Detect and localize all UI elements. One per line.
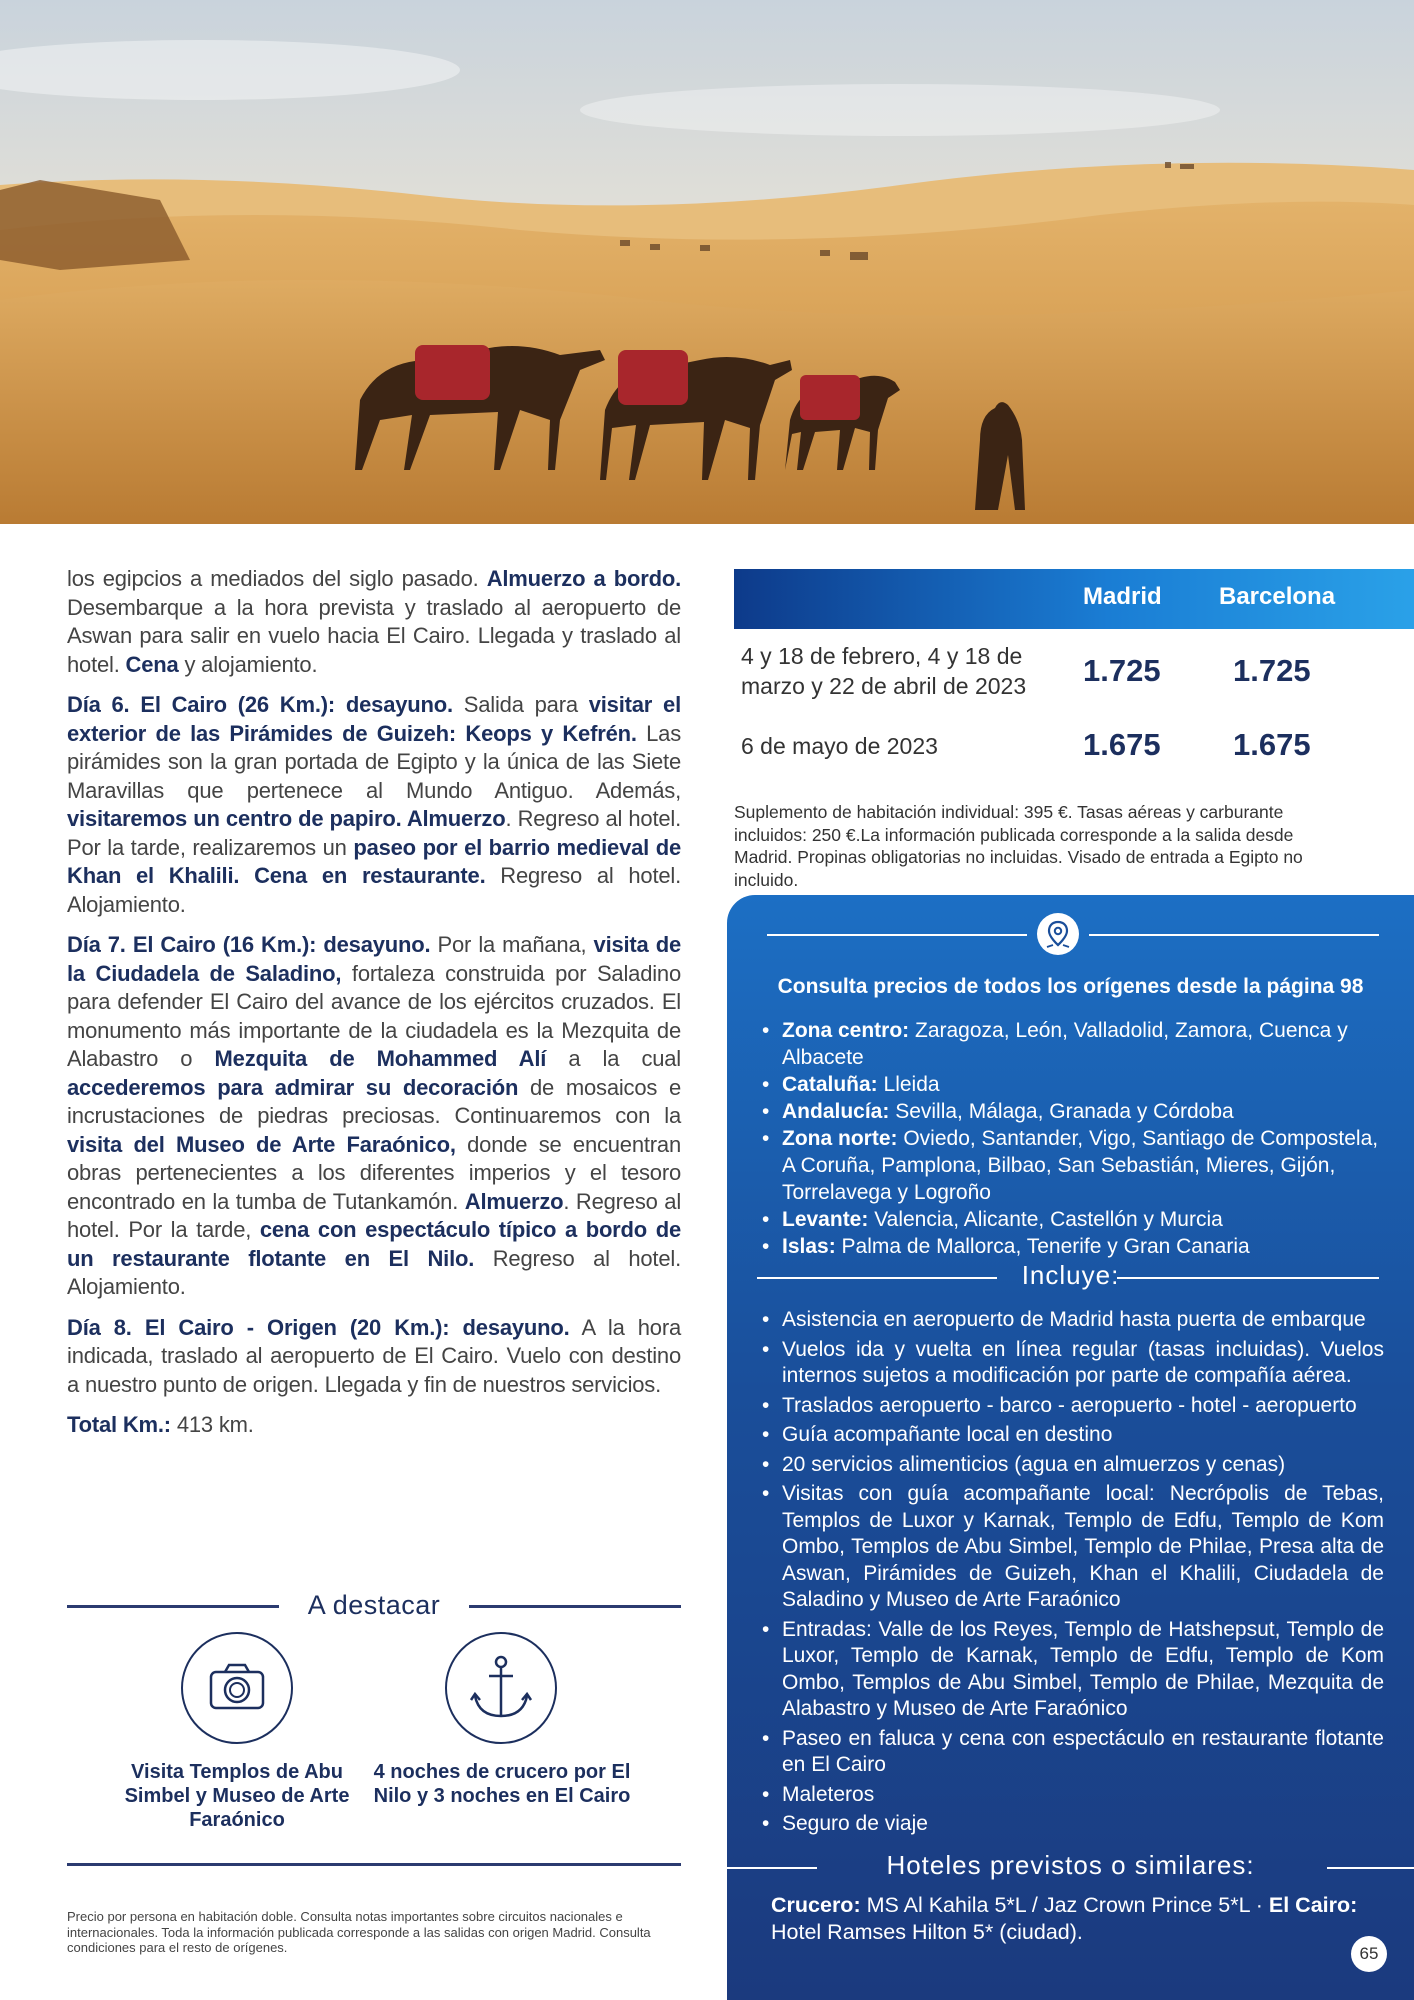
list-item [762,1206,1384,1233]
list-item: • Traslados aeropuerto - barco - aeropuerto - hotel - aeropuerto [762,1393,1384,1420]
text-run: . Regreso al hotel. Por la tarde, realizaremos un [67,806,681,860]
incluye-title: Incluye: [1021,1260,1120,1290]
location-pin-icon [1037,913,1079,955]
bold-text: Cena [125,651,179,677]
camera-icon [181,1632,293,1744]
text-run: Por la mañana, [430,932,594,957]
origin-text: Valencia, Alicante, Castellón y Murcia [868,1208,1223,1231]
consulta-heading: Consulta precios de todos los orígenes desde la página 98 [777,975,1364,998]
text-run: Las pirámides son la gran portada de Egipto y la única de las Siete Maravillas que pertenece al Mundo Antiguo. Además, [67,720,681,803]
divider [1089,934,1379,936]
anchor-icon [445,1632,557,1744]
bold-text: Día 7. El Cairo (16 Km.): desayuno. [67,932,431,957]
bold-text: visita del Museo de Arte Faraónico, [67,1131,456,1157]
total-km-value: 413 km. [170,1412,254,1437]
hoteles-text [771,1892,1383,1946]
price-date: 6 de mayo de 2023 [741,733,938,759]
hoteles-title: Hoteles previstos o similares: [886,1850,1255,1880]
origin-label: Andalucía: [782,1100,890,1123]
origin-text: Palma de Mallorca, Tenerife y Gran Canaria [835,1235,1250,1258]
divider [67,1863,681,1866]
list-item [762,1098,1384,1125]
bold-text: cena con espectáculo típico a bordo de un restaurante flotante en El Nilo. [67,1217,681,1271]
itinerary-day8 [67,1314,681,1400]
origin-label: Cataluña: [782,1073,878,1096]
price-col-madrid: Madrid [1083,583,1162,610]
bold-text: El Cairo: [1268,1893,1358,1917]
bold-text: Crucero: [771,1893,861,1917]
price-table-header [734,569,1414,629]
origin-text: Zaragoza, León, Valladolid, Zamora, Cuenca y Albacete [782,1019,1348,1069]
origin-label: Islas: [782,1235,836,1258]
bold-text: visitar el exterior de las Pirámides de Guizeh: Keops y Kefrén. [67,692,681,746]
text-run: y alojamiento. [178,651,318,677]
text-run: Regreso al hotel. Alojamiento. [67,1245,681,1299]
total-km [67,1411,681,1440]
bold-text: Almuerzo a bordo. [486,566,681,591]
list-item [762,1125,1384,1206]
origin-label: Zona norte: [782,1127,898,1150]
highlight-crucero: 4 noches de crucero por El Nilo y 3 noches en El Cairo [373,1761,631,1807]
list-item [762,1017,1384,1071]
origin-label: Zona centro: [782,1019,910,1042]
footnote: Precio por persona en habitación doble. Consulta notas importantes sobre circuitos nacionales e internacionales. Toda la información publicada corresponde a las salidas con origen Madrid. Consulta condiciones para el resto de orígenes. [67,1909,651,1955]
incluye-list [762,1307,1384,1841]
list-item: • Maleteros [762,1782,1384,1809]
origin-text: Sevilla, Málaga, Granada y Córdoba [889,1100,1234,1123]
list-item: • Visitas con guía acompañante local: Necrópolis de Tebas, Templos de Luxor y Karnak, Templo de Edfu, Templo de Kom Ombo, Templos de Abu Simbel, Templo de Philae, Presa alta de Aswan, Pirámides de Guizeh, Khan el Khalili, Ciudadela de Saladino y Museo de Arte Faraónico [762,1481,1384,1614]
list-item: • 20 servicios alimenticios (agua en almuerzos y cenas) [762,1452,1384,1479]
text-run: . Regreso al hotel. Por la tarde, [67,1188,682,1242]
text-run: fortaleza construida por Saladino para defender El Cairo del avance de los ejércitos cruzados. El monumento más importante de la ciudadela es la Mezquita de Alabastro o [67,960,681,1071]
price-col-barcelona: Barcelona [1219,583,1336,610]
list-item [762,1233,1384,1260]
itinerary-day5-end [67,565,681,679]
total-km-label: Total Km.: [67,1412,171,1437]
price-date: 4 y 18 de febrero, 4 y 18 de marzo y 22 de abril de 2023 [741,643,1027,699]
bold-text: Día 6. El Cairo (26 Km.): desayuno. [67,692,453,717]
list-item: • Asistencia en aeropuerto de Madrid hasta puerta de embarque [762,1307,1384,1334]
highlights-title: A destacar [307,1590,441,1620]
text-run: de mosaicos e incrustaciones de piedras preciosas. Continuaremos con la [67,1074,682,1128]
text-run: A la hora indicada, traslado al aeropuerto de El Cairo. Vuelo con destino a nuestro punto de origen. Llegada y fin de nuestros servicios. [67,1314,681,1397]
list-item: • Entradas: Valle de los Reyes, Templo de Hatshepsut, Templo de Luxor, Templo de Karnak, Templo de Edfu, Templo de Kom Ombo, Templos de Abu Simbel, Templo de Philae, Mezquita de Alabastro y Museo de Arte Faraónico [762,1617,1384,1723]
price-madrid: 1.675 [1083,727,1161,762]
highlight-abu-simbel: Visita Templos de Abu Simbel y Museo de Arte Faraónico [124,1761,350,1831]
price-row [734,729,1414,779]
text-run: Hotel Ramses Hilton 5* (ciudad). [771,1920,1083,1944]
bold-text: accederemos para admirar su decoración [67,1074,519,1100]
text-run: a la cual [546,1046,681,1071]
text-run: los egipcios a mediados del siglo pasado. [67,566,487,591]
price-table [734,569,1414,791]
divider [767,934,1027,936]
list-item: • Seguro de viaje [762,1811,1384,1838]
origins-list [762,1017,1384,1260]
bold-text: visitaremos un centro de papiro. Almuerzo [67,806,506,831]
page-number: 65 [1351,1936,1387,1972]
text-run: MS Al Kahila 5*L / Jaz Crown Prince 5*L · [860,1893,1269,1917]
highlights-section [67,1590,681,1870]
price-barcelona: 1.675 [1233,727,1311,762]
origin-text: Oviedo, Santander, Vigo, Santiago de Compostela, A Coruña, Pamplona, Bilbao, San Sebastián, Mieres, Gijón, Torrelavega y Logroño [782,1127,1379,1204]
price-madrid: 1.725 [1083,653,1161,688]
bold-text: visita de la Ciudadela de Saladino, [67,932,681,986]
itinerary-text [67,565,681,1452]
origin-label: Levante: [782,1208,869,1231]
hero-desert-camels-image [0,0,1414,524]
bold-text: Mezquita de Mohammed Alí [214,1046,547,1071]
text-run: Regreso al hotel. Alojamiento. [67,863,681,917]
list-item: • Vuelos ida y vuelta en línea regular (tasas incluidas). Vuelos internos sujetos a modificación por parte de compañía aérea. [762,1337,1384,1390]
list-item [762,1071,1384,1098]
text-run: Desembarque a la hora prevista y traslado al aeropuerto de Aswan para salir en vuelo hacia El Cairo. Llegada y traslado al hotel. [67,594,681,677]
itinerary-day6 [67,691,681,919]
list-item: • Paseo en faluca y cena con espectáculo en restaurante flotante en El Cairo [762,1726,1384,1779]
text-run: donde se encuentran obras pertenecientes a los diferentes imperios y el tesoro encontrado en la tumba de Tutankamón. [67,1131,681,1214]
origin-text: Lleida [877,1073,940,1096]
price-row [734,639,1414,709]
supplement-note: Suplemento de habitación individual: 395 €. Tasas aéreas y carburante incluidos: 250 €.La información publicada corresponde a la salida desde Madrid. Propinas obligatorias no incluidas. Visado de entrada a Egipto no incluido. [734,802,1303,890]
price-barcelona: 1.725 [1233,653,1311,688]
list-item: • Guía acompañante local en destino [762,1422,1384,1449]
bold-text: Almuerzo [464,1188,564,1214]
bold-text: Día 8. El Cairo - Origen (20 Km.): desayuno. [67,1314,570,1340]
text-run: Salida para [452,692,589,717]
itinerary-day7 [67,931,681,1302]
info-panel [727,895,1414,2000]
bold-text: paseo por el barrio medieval de Khan el Khalili. Cena en restaurante. [67,834,681,888]
